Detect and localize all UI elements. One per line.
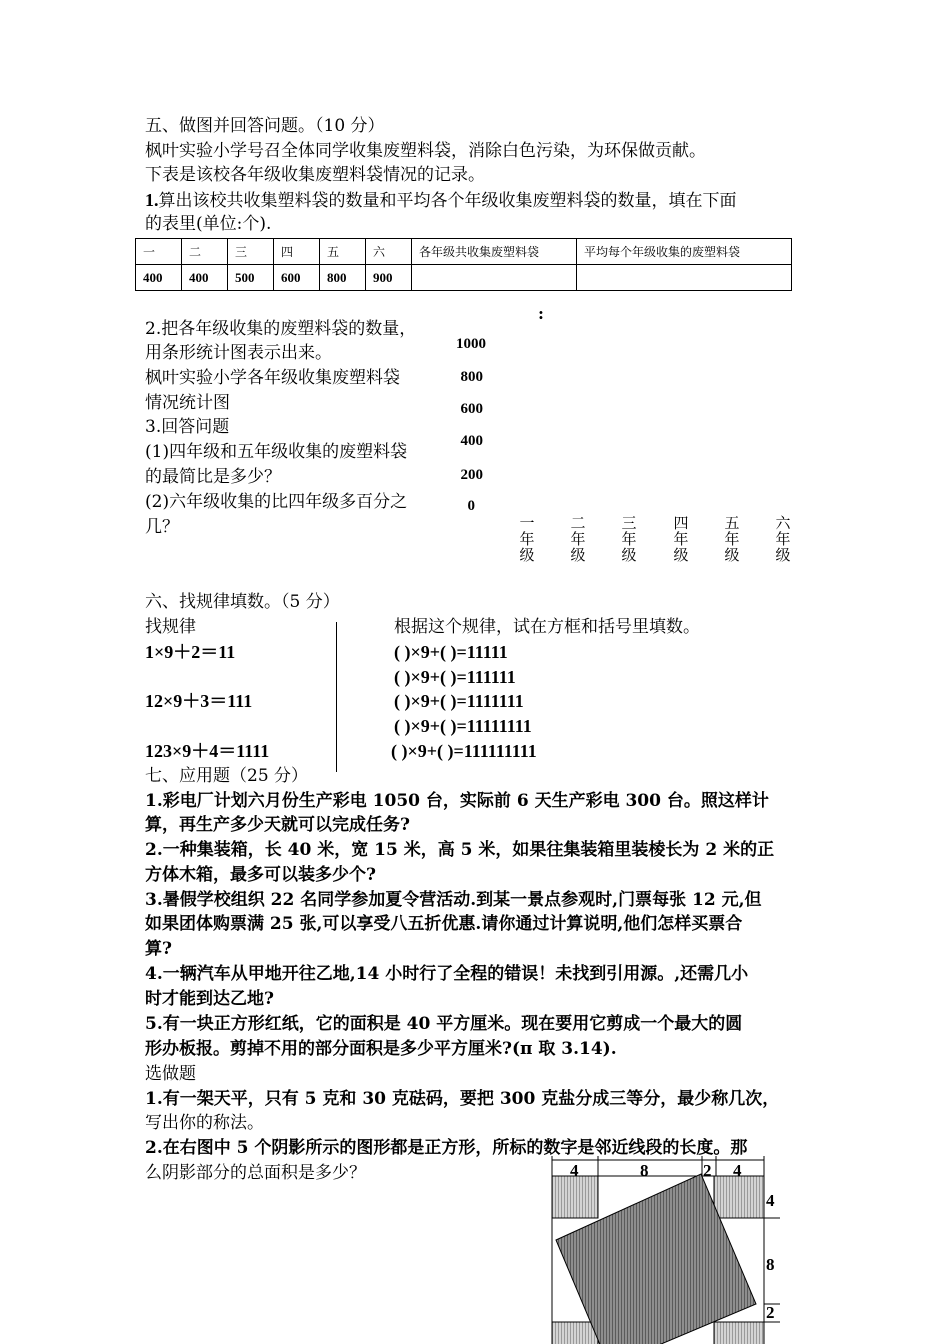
figure-label: 4 <box>766 1191 775 1210</box>
question-3-1a: (1)四年级和五年级收集的废塑料袋 <box>145 442 408 462</box>
collection-table <box>135 238 792 291</box>
fill-blank-row[interactable]: ( )×9+( )=1111111 <box>394 691 524 711</box>
optional-heading: 选做题 <box>145 1064 196 1084</box>
figure-label: 4 <box>570 1161 579 1180</box>
problem-line: 算? <box>145 939 172 959</box>
table-header-cell: 二 <box>182 239 228 265</box>
x-category-label: 三 年 级 <box>621 514 637 564</box>
corner-square-br <box>714 1322 764 1344</box>
figure-label: 8 <box>766 1255 775 1274</box>
question-2-line-1: 2.把各年级收集的废塑料袋的数量， <box>145 319 417 339</box>
problem-line: 3.暑假学校组织 22 名同学参加夏令营活动.到某一景点参观时,门票每张 12 元,但 <box>145 890 762 910</box>
problem-line: 时才能到达乙地? <box>145 989 274 1009</box>
table-header-cell: 一 <box>136 239 182 265</box>
fill-blank-row[interactable]: ( )×9+( )=11111 <box>394 642 508 662</box>
x-category-label: 六 年 级 <box>775 514 791 564</box>
section6-heading: 六、找规律填数。（5 分） <box>145 592 340 612</box>
y-tick-label: 400 <box>460 433 483 449</box>
corner-square-tr <box>714 1176 764 1218</box>
table-header-cell: 四 <box>274 239 320 265</box>
optional-line: 写出你的称法。 <box>145 1113 264 1133</box>
table-header-cell: 三 <box>228 239 274 265</box>
optional-line: 么阴影部分的总面积是多少？ <box>145 1163 366 1183</box>
table-value-cell: 600 <box>274 265 320 291</box>
figure-label: 2 <box>703 1161 712 1180</box>
pattern-rule: 1×9＋2＝11 <box>145 642 236 662</box>
optional-line: 1.有一架天平，只有 5 克和 30 克砝码，要把 300 克盐分成三等分，最少称几次， <box>145 1089 780 1109</box>
problem-line: 形办板报。剪掉不用的部分面积是多少平方厘米?(π 取 3.14). <box>145 1039 617 1059</box>
pattern-left-title: 找规律 <box>145 617 196 637</box>
table-value-cell: 500 <box>228 265 274 291</box>
divider-line <box>336 622 337 772</box>
section7-heading: 七、应用题（25 分） <box>145 766 309 786</box>
fill-blank-row[interactable]: ( )×9+( )=11111111 <box>394 716 532 736</box>
problem-line: 5.有一块正方形红纸，它的面积是 40 平方厘米。现在要用它剪成一个最大的圆 <box>145 1014 743 1034</box>
table-header-cell: 各年级共收集废塑料袋 <box>412 239 577 265</box>
x-category-label: 四 年 级 <box>673 514 689 564</box>
y-tick-label: 0 <box>467 498 475 514</box>
pattern-right-title: 根据这个规律，试在方框和括号里填数。 <box>394 617 700 637</box>
question-2-line-2: 用条形统计图表示出来。 <box>145 343 332 363</box>
x-category-label: 二 年 级 <box>570 514 586 564</box>
table-value-cell: 800 <box>320 265 366 291</box>
question-3-1b: 的最简比是多少？ <box>145 467 281 487</box>
table-header-cell: 六 <box>366 239 412 265</box>
section5-intro-2: 下表是该校各年级收集废塑料袋情况的记录。 <box>145 165 485 185</box>
question-3-2a: (2)六年级收集的比四年级多百分之 <box>145 492 408 512</box>
y-tick-label: 600 <box>460 401 483 417</box>
problem-line: 方体木箱，最多可以装多少个? <box>145 865 376 885</box>
section5-intro-1: 枫叶实验小学号召全体同学收集废塑料袋，消除白色污染，为环保做贡献。 <box>145 141 706 161</box>
y-tick-label: 200 <box>460 467 483 483</box>
table-header-cell: 五 <box>320 239 366 265</box>
fill-blank-row[interactable]: ( )×9+( )=111111 <box>394 667 516 687</box>
figure-label: 8 <box>640 1161 649 1180</box>
optional-line: 2.在右图中 5 个阴影所示的图形都是正方形，所标的数字是邻近线段的长度。那 <box>145 1138 748 1158</box>
table-value-cell: 400 <box>182 265 228 291</box>
figure-label: 2 <box>766 1303 775 1322</box>
pattern-rule: 123×9＋4＝1111 <box>145 741 270 761</box>
chart-caption-1: 枫叶实验小学各年级收集废塑料袋 <box>145 368 400 388</box>
colon-mark: : <box>538 304 544 323</box>
corner-square-tl <box>552 1176 598 1218</box>
y-tick-label: 1000 <box>456 336 486 352</box>
question-3-line: 3.回答问题 <box>145 417 230 437</box>
problem-line: 4.一辆汽车从甲地开往乙地,14 小时行了全程的错误！未找到引用源。,还需几小 <box>145 964 749 984</box>
problem-line: 算，再生产多少天就可以完成任务? <box>145 815 410 835</box>
corner-square-bl <box>552 1322 598 1344</box>
question-1-line-a: 1.算出该校共收集塑料袋的数量和平均各个年级收集废塑料袋的数量，填在下面 <box>145 190 737 211</box>
table-header-cell: 平均每个年级收集的废塑料袋 <box>577 239 792 265</box>
problem-line: 如果团体购票满 25 张,可以享受八五折优惠.请你通过计算说明,他们怎样买票合 <box>145 914 743 934</box>
chart-caption-2: 情况统计图 <box>145 393 230 413</box>
pattern-rule: 12×9＋3＝111 <box>145 691 253 711</box>
x-category-label: 一 年 级 <box>519 514 535 564</box>
total-answer-cell[interactable] <box>412 265 577 291</box>
squares-figure <box>540 1156 800 1344</box>
average-answer-cell[interactable] <box>577 265 792 291</box>
y-tick-label: 800 <box>460 369 483 385</box>
problem-line: 1.彩电厂计划六月份生产彩电 1050 台，实际前 6 天生产彩电 300 台。照这样计 <box>145 791 769 811</box>
question-3-2b: 几？ <box>145 517 179 537</box>
figure-label: 4 <box>733 1161 742 1180</box>
fill-blank-row[interactable]: ( )×9+( )=111111111 <box>391 741 537 761</box>
question-1-line-b: 的表里(单位:个). <box>145 214 272 234</box>
problem-line: 2.一种集装箱，长 40 米，宽 15 米，高 5 米，如果往集装箱里装棱长为 2 米的正 <box>145 840 775 860</box>
table-value-cell: 400 <box>136 265 182 291</box>
table-value-cell: 900 <box>366 265 412 291</box>
x-category-label: 五 年 级 <box>724 514 740 564</box>
section5-heading: 五、做图并回答问题。（10 分） <box>145 116 385 136</box>
